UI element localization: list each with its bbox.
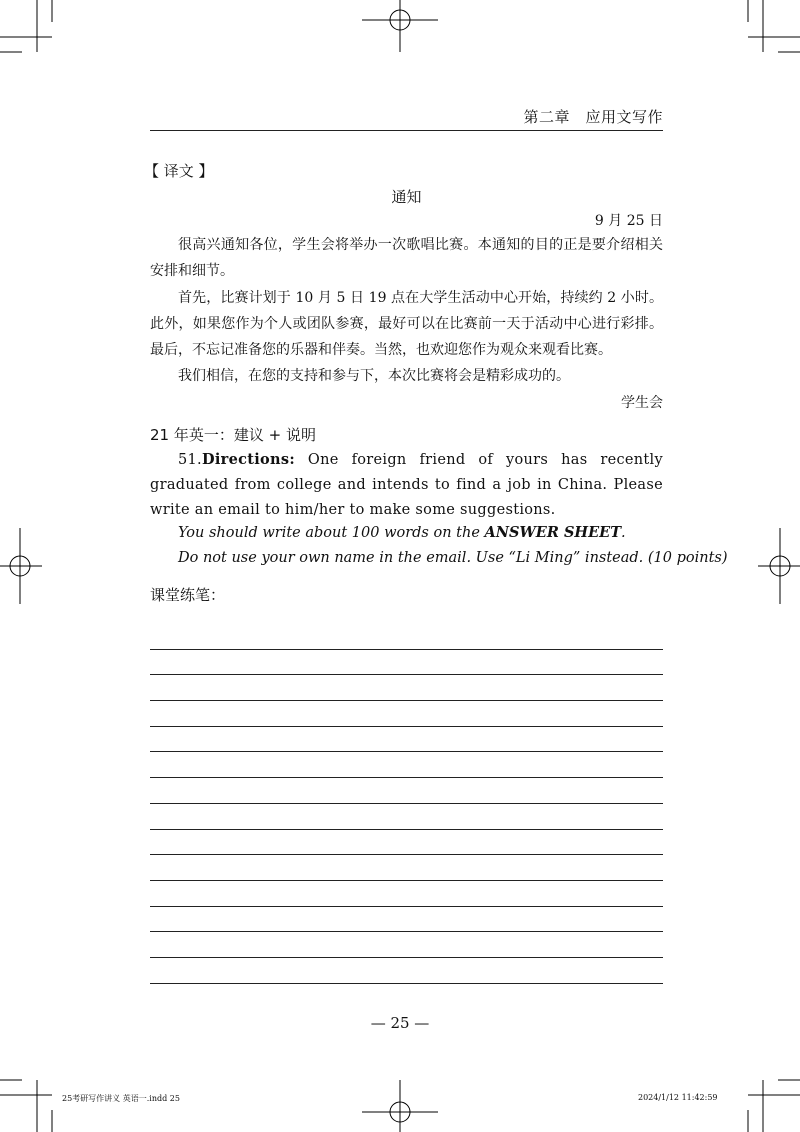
notice-paragraph-3: 我们相信，在您的支持和参与下，本次比赛将会是精彩成功的。: [178, 368, 570, 384]
writing-line: [150, 727, 663, 753]
writing-line: [150, 907, 663, 933]
writing-lines: [150, 624, 663, 984]
writing-line: [150, 830, 663, 856]
instruction1-suffix: .: [621, 525, 626, 541]
answer-sheet-emphasis: ANSWER SHEET: [484, 524, 622, 541]
header-rule: [150, 130, 663, 131]
writing-line: [150, 752, 663, 778]
writing-line: [150, 701, 663, 727]
translation-heading: 【 译文 】: [144, 162, 214, 180]
instruction-name: Do not use your own name in the email. Use “Li Ming” instead. (10 points): [178, 550, 728, 566]
writing-line: [150, 958, 663, 984]
task-heading: 21 年英一：建议 + 说明: [150, 426, 316, 444]
instruction1-prefix: You should write about 100 words on the: [178, 525, 485, 541]
instruction-word-count: [178, 524, 626, 541]
task-directions: [150, 447, 663, 523]
writing-line: [150, 932, 663, 958]
notice-title: 通知: [391, 188, 422, 206]
writing-line: [150, 675, 663, 701]
writing-line: [150, 881, 663, 907]
writing-line: [150, 778, 663, 804]
writing-line: [150, 650, 663, 676]
chapter-title: 第二章 应用文写作: [523, 108, 663, 126]
writing-line: [150, 804, 663, 830]
footer-file-info: 25考研写作讲义 英语一.indd 25: [62, 1094, 180, 1103]
directions-label: Directions:: [201, 451, 295, 468]
notice-signoff: 学生会: [621, 395, 663, 411]
task-number: 51.: [178, 452, 202, 468]
notice-date: 9 月 25 日: [594, 213, 663, 229]
footer-print-date: 2024/1/12 11:42:59: [638, 1093, 718, 1102]
practice-heading: 课堂练笔：: [150, 586, 226, 604]
writing-line: [150, 855, 663, 881]
notice-paragraph-2: 首先，比赛计划于 10 月 5 日 19 点在大学生活动中心开始，持续约 2 小时。此外，如果您作为个人或团队参赛，最好可以在比赛前一天于活动中心进行彩排。最后，不忘记准备您的乐器和伴奏。当然，也欢迎您作为观众来观看比赛。: [150, 290, 663, 358]
notice-paragraph-1: 很高兴通知各位，学生会将举办一次歌唱比赛。本通知的目的正是要介绍相关安排和细节。: [150, 237, 663, 279]
directions-text: One foreign friend of yours has recently graduated from college and intends to find a job in China. Please write an email to him/her to make some suggestions.: [150, 452, 663, 518]
page-number: — 25 —: [370, 1014, 430, 1032]
writing-line: [150, 624, 663, 650]
